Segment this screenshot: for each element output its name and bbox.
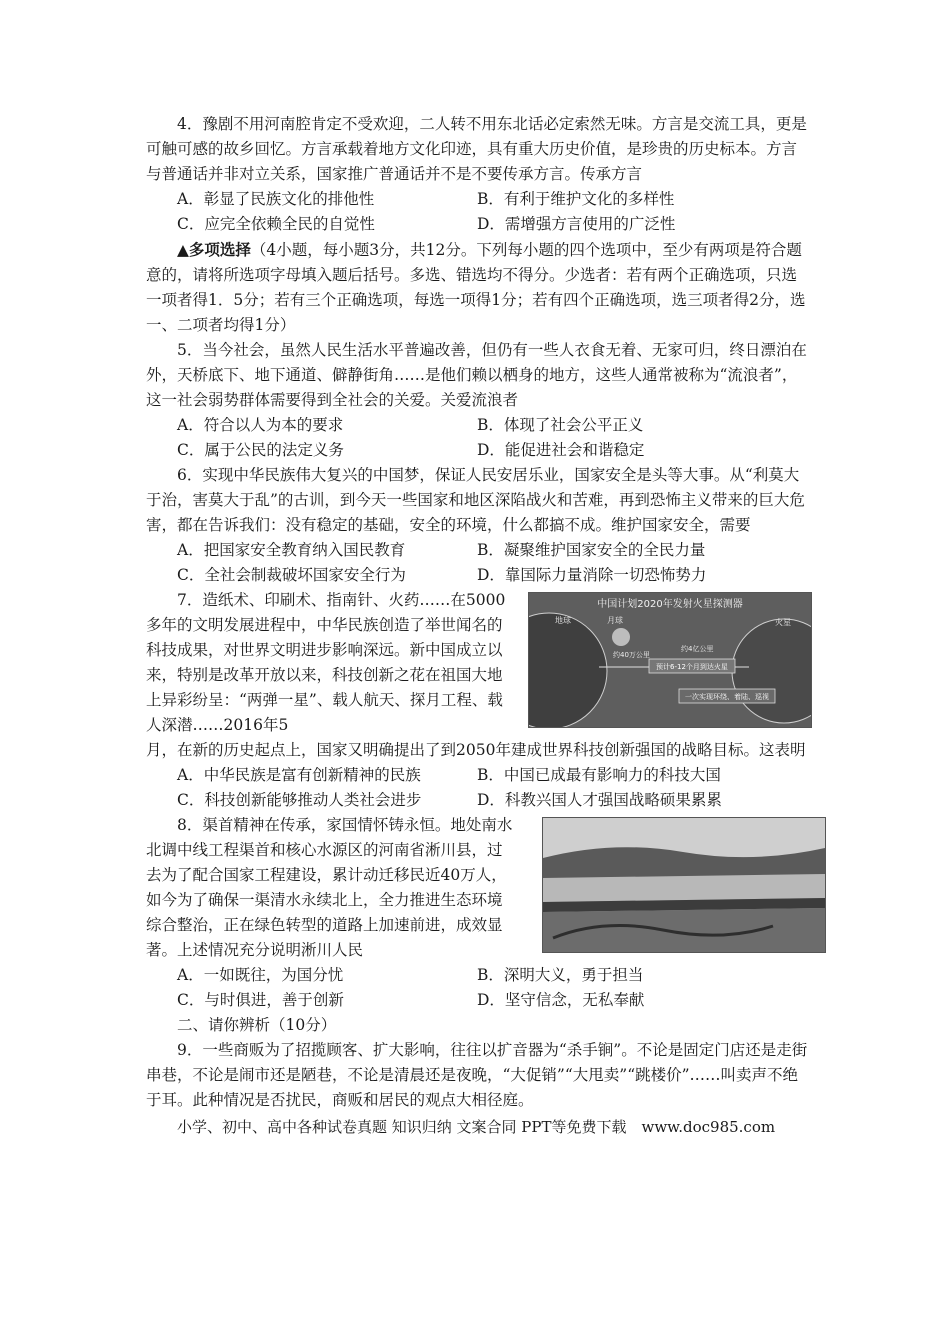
option-b: B．有利于维护文化的多样性 (477, 190, 675, 208)
option-a: A．彰显了民族文化的排他性 (177, 190, 375, 208)
question-8-block (146, 813, 812, 963)
question-5-options-row-2 (146, 438, 812, 463)
mission-tasks-label: 一次实现环绕、着陆、巡视 (685, 693, 769, 701)
question-9-text: 9．一些商贩为了招揽顾客、扩大影响，往往以扩音器为“杀手锏”。不论是固定门店还是走街串巷，不论是闹市还是陋巷，不论是清晨还是夜晚，“大促销”“大甩卖”“跳楼价”……叫卖声不绝于耳。此种情况是否扰民，商贩和居民的观点大相径庭。 (146, 1041, 808, 1109)
page-content (146, 112, 812, 1140)
canal-photo (542, 817, 826, 953)
question-5-text: 5．当今社会，虽然人民生活水平普遍改善，但仍有一些人衣食无着、无家可归，终日漂泊在外，天桥底下、地下通道、僻静街角……是他们赖以栖身的地方，这些人通常被称为“流浪者”，这一社会弱势群体需要得到全社会的关爱。关爱流浪者 (146, 341, 807, 409)
question-6-options-row-1 (146, 538, 812, 563)
option-d: D．需增强方言使用的广泛性 (477, 215, 676, 233)
moon-shape (612, 628, 630, 646)
option-d: D．靠国际力量消除一切恐怖势力 (477, 566, 707, 584)
option-a: A．符合以人为本的要求 (177, 416, 344, 434)
option-a: A．中华民族是富有创新精神的民族 (177, 766, 421, 784)
option-d: D．科教兴国人才强国战略硕果累累 (477, 791, 722, 809)
option-b: B．深明大义，勇于担当 (477, 966, 644, 984)
multi-choice-title: ▲多项选择 (177, 240, 251, 259)
question-8-text-wrapped: 8．渠首精神在传承，家国情怀铸永恒。地处南水北调中线工程渠首和核心水源区的河南省淅川县，过去为了配合国家工程建设，累计动迁移民近40万人，如今为了确保一渠清水永续北上，全力推进生态环境综合整治，正在绿色转型的道路上加速前进，成效显著。上述情况充分说明淅川人民 (146, 816, 513, 959)
multi-choice-rules: （4小题，每小题3分，共12分。下列每小题的四个选项中，至少有两项是符合题意的，请将所选项字母填入题后括号。多选、错选均不得分。少选者：若有两个正确选项，只选一项者得1．5分；若有三个正确选项，每选一项得1分；若有四个正确选项，选三项者得2分，选一、二项者均得1分） (146, 241, 806, 334)
footer-text: 小学、初中、高中各种试卷真题 知识归纳 文案合同 PPT等免费下载 www.doc985.com (177, 1118, 776, 1136)
section-2-title: 二、请你辨析（10分） (177, 1016, 337, 1034)
question-7-options-row-1 (146, 763, 812, 788)
option-d: D．能促进社会和谐稳定 (477, 441, 645, 459)
question-7-text-wrapped: 7．造纸术、印刷术、指南针、火药……在5000 多年的文明发展进程中，中华民族创造了举世闻名的科技成果，对世界文明进步影响深远。新中国成立以来，特别是改革开放以来，科技创新之花在祖国大地上异彩纷呈：“两弹一星”、载人航天、探月工程、载人深潜……2016年5 (146, 591, 521, 734)
option-c: C．应完全依赖全民的自觉性 (177, 215, 375, 233)
canal-photo-illustration (543, 818, 825, 952)
earth-label: 地球 (555, 616, 571, 625)
mars-probe-figure (528, 592, 812, 728)
question-7-block (146, 588, 812, 738)
option-c: C．科技创新能够推动人类社会进步 (177, 791, 422, 809)
distance-earth-mars: 约4亿公里 (681, 645, 714, 653)
mars-label: 火星 (775, 618, 791, 627)
question-7-text-continued: 月，在新的历史起点上，国家又明确提出了到2050年建成世界科技创新强国的战略目标。这表明 (146, 741, 806, 759)
question-8-options-row-1 (146, 963, 812, 988)
travel-time-label: 预计6-12个月到达火星 (656, 663, 728, 671)
mars-probe-illustration (529, 593, 811, 727)
question-7-options-row-2 (146, 788, 812, 813)
multi-choice-instructions (146, 237, 812, 338)
option-b: B．凝聚维护国家安全的全民力量 (477, 541, 706, 559)
question-6-text: 6．实现中华民族伟大复兴的中国梦，保证人民安居乐业，国家安全是头等大事。从“利莫大于治，害莫大于乱”的古训，到今天一些国家和地区深陷战火和苦难，再到恐怖主义带来的巨大危害，都在告诉我们：没有稳定的基础，安全的环境，什么都搞不成。维护国家安全，需要 (146, 466, 805, 534)
distance-earth-moon: 约40万公里 (613, 651, 650, 659)
question-8-options-row-2 (146, 988, 812, 1013)
option-c: C．全社会制裁破坏国家安全行为 (177, 566, 406, 584)
moon-label: 月球 (607, 616, 623, 625)
option-b: B．中国已成最有影响力的科技大国 (477, 766, 721, 784)
option-d: D．坚守信念，无私奉献 (477, 991, 645, 1009)
option-b: B．体现了社会公平正义 (477, 416, 644, 434)
question-5-options-row-1 (146, 413, 812, 438)
question-4-options-row-1 (146, 187, 812, 212)
question-6-options-row-2 (146, 563, 812, 588)
option-c: C．属于公民的法定义务 (177, 441, 344, 459)
question-4-text: 4．豫剧不用河南腔肯定不受欢迎，二人转不用东北话必定索然无味。方言是交流工具，更是可触可感的故乡回忆。方言承载着地方文化印迹，具有重大历史价值，是珍贵的历史标本。方言与普通话并非对立关系，国家推广普通话并不是不要传承方言。传承方言 (146, 115, 807, 183)
option-a: A．把国家安全教育纳入国民教育 (177, 541, 406, 559)
option-a: A．一如既往，为国分忧 (177, 966, 344, 984)
figure-title: 中国计划2020年发射火星探测器 (597, 599, 743, 610)
option-c: C．与时俱进，善于创新 (177, 991, 344, 1009)
question-4-options-row-2 (146, 212, 812, 237)
